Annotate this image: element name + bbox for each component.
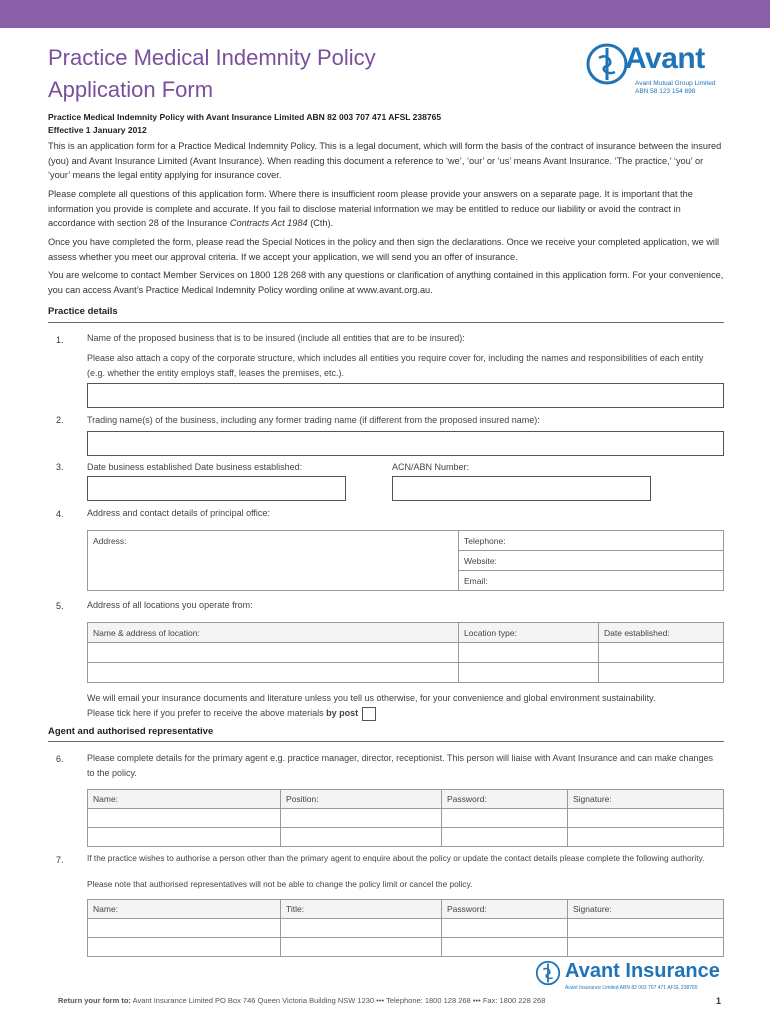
footer-address: Avant Insurance Limited PO Box 746 Queen Victoria Building NSW 1230 — [132, 996, 375, 1005]
address-label: Address: — [93, 536, 127, 546]
website-cell[interactable] — [459, 551, 724, 571]
footer-fax: Fax: 1800 228 268 — [482, 996, 546, 1005]
question-text: Date business established Date business established: — [87, 462, 303, 472]
logo-subtitle: Avant Insurance Limited ABN 82 003 707 471 AFSL 238765 — [565, 985, 698, 991]
table-cell[interactable] — [442, 938, 568, 957]
footer-separator: ••• — [376, 996, 385, 1005]
question-number: 3. — [56, 462, 64, 472]
table-cell[interactable] — [599, 663, 724, 683]
table-row — [88, 643, 724, 663]
caduceus-icon — [585, 42, 629, 86]
table-cell[interactable] — [568, 919, 724, 938]
table-cell[interactable] — [442, 828, 568, 847]
table-row — [88, 828, 724, 847]
locations-table — [87, 622, 724, 683]
avant-logo — [585, 40, 735, 98]
email-cell[interactable] — [459, 571, 724, 591]
table-row — [88, 663, 724, 683]
logo-wordmark: Avant Insurance — [565, 960, 720, 982]
telephone-label: Telephone: — [464, 535, 506, 546]
page-number: 1 — [716, 996, 722, 1006]
table-header: Title: — [281, 900, 442, 919]
table-cell[interactable] — [442, 919, 568, 938]
title-line-2: Application Form — [48, 77, 214, 102]
abn-input[interactable] — [392, 476, 651, 501]
primary-agent-table — [87, 789, 724, 847]
logo-abn: ABN 58 123 154 898 — [635, 88, 696, 95]
table-header: Name: — [88, 790, 281, 809]
footer-separator: ••• — [472, 996, 481, 1005]
section-heading-agent: Agent and authorised representative — [48, 726, 214, 737]
question-number: 7. — [56, 855, 64, 865]
website-label: Website: — [464, 555, 497, 566]
footer-telephone: Telephone: 1800 128 268 — [386, 996, 471, 1005]
table-cell[interactable] — [88, 919, 281, 938]
question-text: Address of all locations you operate from: — [87, 600, 253, 610]
footer-label: Return your form to: — [58, 996, 131, 1005]
telephone-cell[interactable] — [459, 531, 724, 551]
question-text: If the practice wishes to authorise a person other than the primary agent to enquire about the policy or update the contact details please complete the following authority. — [87, 853, 705, 863]
question-note: Please note that authorised representatives will not be able to change the policy limit or cancel the policy. — [87, 879, 473, 889]
question-number: 4. — [56, 509, 64, 519]
table-header: Name: — [88, 900, 281, 919]
top-accent-bar — [0, 0, 770, 28]
table-cell[interactable] — [88, 938, 281, 957]
table-cell[interactable] — [459, 663, 599, 683]
title-line-1: Practice Medical Indemnity Policy — [48, 45, 376, 70]
trading-name-input[interactable] — [87, 431, 724, 456]
intro-paragraph-2-text: Please complete all questions of this application form. Where there is insufficient room please provide your answers on a separate page. It is important that the information you provide is complete and accurate. If you fail to disclose material information we may be entitled to reduce our liability or avoid the contract in accordance with section 28 of the Insurance — [48, 189, 693, 228]
table-cell[interactable] — [88, 643, 459, 663]
intro-paragraph-4: You are welcome to contact Member Services on 1800 128 268 with any questions or clarification of anything contained in this application form. For your convenience, you can access Avant’s Practice Medical Indemnity Policy wording online at www.avant.org.au. — [48, 270, 724, 295]
table-cell[interactable] — [568, 809, 724, 828]
table-cell[interactable] — [599, 643, 724, 663]
principal-office-table — [87, 530, 724, 591]
policy-line: Practice Medical Indemnity Policy with Avant Insurance Limited ABN 82 003 707 471 AFSL 238765 — [48, 112, 442, 122]
page-title — [48, 42, 376, 106]
avant-insurance-logo — [535, 960, 725, 992]
table-cell[interactable] — [281, 938, 442, 957]
table-cell[interactable] — [281, 809, 442, 828]
date-established-input[interactable] — [87, 476, 346, 501]
by-post-label: by post — [326, 708, 359, 718]
table-cell[interactable] — [281, 919, 442, 938]
intro-paragraph-2 — [48, 187, 724, 231]
intro-paragraph-2-end: (Cth). — [310, 218, 334, 228]
footer-return-address — [58, 996, 545, 1005]
abn-label: ACN/ABN Number: — [392, 462, 470, 472]
table-header: Location type: — [459, 623, 599, 643]
address-cell[interactable] — [88, 531, 459, 591]
table-header: Signature: — [568, 790, 724, 809]
table-cell[interactable] — [281, 828, 442, 847]
table-header: Password: — [442, 790, 568, 809]
table-cell[interactable] — [88, 828, 281, 847]
email-notice: We will email your insurance documents and literature unless you tell us otherwise, for your convenience and global environment sustainability. — [87, 693, 656, 703]
table-cell[interactable] — [442, 809, 568, 828]
question-number: 5. — [56, 601, 64, 611]
table-row — [88, 938, 724, 957]
caduceus-icon — [535, 960, 561, 986]
table-row — [88, 919, 724, 938]
logo-subtitle: Avant Mutual Group Limited — [635, 80, 716, 87]
question-text: Trading name(s) of the business, including any former trading name (if different from the proposed insured name): — [87, 415, 540, 425]
question-text: Address and contact details of principal office: — [87, 508, 270, 518]
table-header: Date established: — [599, 623, 724, 643]
table-header: Signature: — [568, 900, 724, 919]
section-heading-practice: Practice details — [48, 306, 118, 317]
question-number: 6. — [56, 754, 64, 764]
question-text: Please complete details for the primary agent e.g. practice manager, director, receptionist. This person will liaise with Avant Insurance and can make changes to the policy. — [87, 753, 714, 778]
by-post-checkbox[interactable] — [362, 707, 376, 721]
intro-paragraph-1: This is an application form for a Practice Medical Indemnity Policy. This is a legal document, which will form the basis of the contract of insurance between the insured (you) and Avant Insurance Limited (Avant Insurance). When reading this document a reference to ‘we’, ‘our’ or ‘us’ means Avant Insurance. ‘The practice,’ ‘you’ or ‘your’ means the legal entity applying for insurance cover. — [48, 141, 722, 180]
table-header: Position: — [281, 790, 442, 809]
table-cell[interactable] — [459, 643, 599, 663]
table-cell[interactable] — [88, 809, 281, 828]
email-label: Email: — [464, 575, 488, 586]
authorised-rep-table — [87, 899, 724, 957]
table-row — [88, 809, 724, 828]
table-cell[interactable] — [568, 938, 724, 957]
business-name-input[interactable] — [87, 383, 724, 408]
table-cell[interactable] — [568, 828, 724, 847]
post-notice-text: Please tick here if you prefer to receive the above materials — [87, 708, 324, 718]
section-divider — [48, 741, 724, 742]
effective-date: Effective 1 January 2012 — [48, 125, 147, 135]
table-header: Password: — [442, 900, 568, 919]
question-subtext: Please also attach a copy of the corporate structure, which includes all entities you require cover for, including the names and responsibilities of each entity (e.g. whether the entity employs staff, leases the premises, etc.). — [87, 353, 704, 378]
table-cell[interactable] — [88, 663, 459, 683]
post-notice — [87, 706, 376, 721]
question-number: 2. — [56, 415, 64, 425]
section-divider — [48, 322, 724, 323]
question-text: Name of the proposed business that is to be insured (include all entities that are to be insured): — [87, 333, 465, 343]
table-header: Name & address of location: — [88, 623, 459, 643]
intro-paragraph-3: Once you have completed the form, please read the Special Notices in the policy and then sign the declarations. Once we receive your completed application, we will assess whether you meet our approval criteria. If we accept your application, we will send you an offer of insurance. — [48, 237, 720, 262]
question-number: 1. — [56, 335, 64, 345]
logo-wordmark: Avant — [625, 42, 705, 75]
act-name: Contracts Act 1984 — [229, 218, 308, 228]
